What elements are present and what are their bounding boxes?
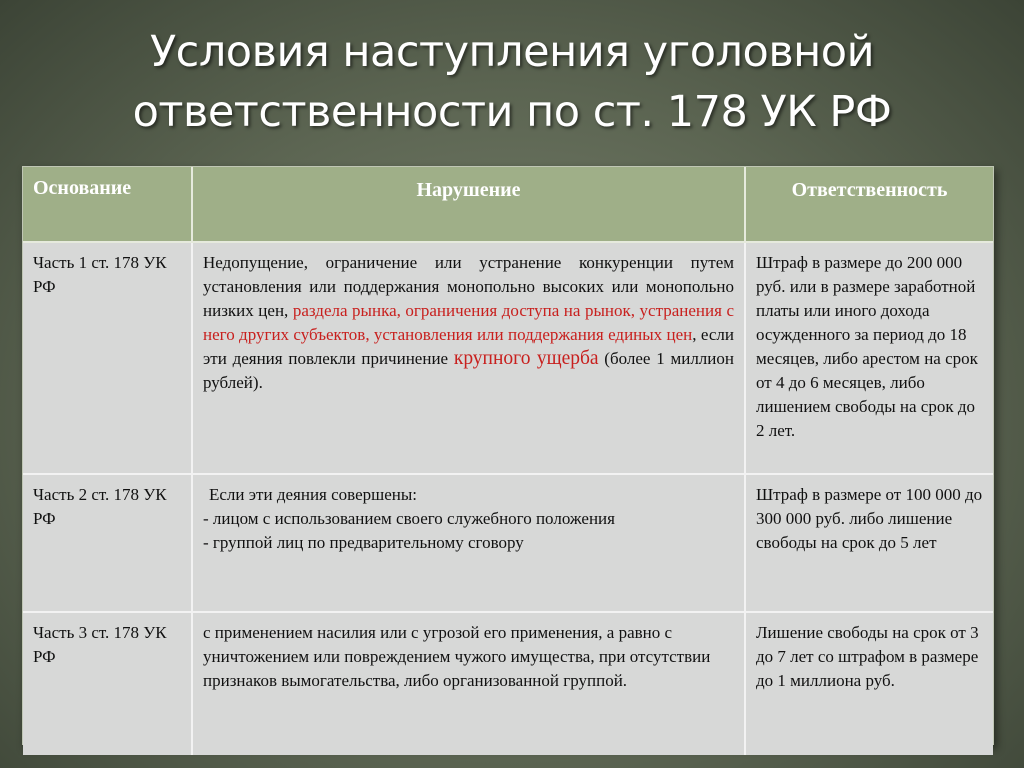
violation-cell <box>192 474 745 612</box>
header-liability: Ответственность <box>745 167 993 242</box>
table-row <box>23 474 993 612</box>
table-header-row <box>23 167 993 242</box>
violation-highlight: раздела рынка, ограничения доступа на рынок, устранения с него других субъектов, установления или поддержания единых цен <box>203 301 734 344</box>
violation-text: , если эти деяния повлекли причинение <box>203 325 734 368</box>
criteria-table <box>22 166 994 745</box>
liability-cell: Лишение свободы на срок от 3 до 7 лет со штрафом в размере до 1 миллиона руб. <box>745 612 993 755</box>
violation-cell: с применением насилия или с угрозой его применения, а равно с уничтожением или повреждением чужого имущества, при отсутствии признаков вымогательства, либо организованной группой. <box>192 612 745 755</box>
title-line-2: ответственности по ст. 178 УК РФ <box>132 87 892 137</box>
violation-intro: Если эти деяния совершены: <box>209 485 418 504</box>
violation-list-item: - группой лиц по предварительному сговору <box>203 533 524 552</box>
title-line-1: Условия наступления уголовной <box>149 27 875 77</box>
table-row <box>23 612 993 755</box>
header-violation: Нарушение <box>192 167 745 242</box>
liability-cell: Штраф в размере от 100 000 до 300 000 руб. либо лишение свободы на срок до 5 лет <box>745 474 993 612</box>
liability-cell: Штраф в размере до 200 000 руб. или в размере заработной платы или иного дохода осужденного за период до 18 месяцев, либо арестом на срок от 4 до 6 месяцев, либо лишением свободы на срок до 2 лет. <box>745 242 993 474</box>
violation-list-item: - лицом с использованием своего служебного положения <box>203 509 615 528</box>
violation-cell <box>192 242 745 474</box>
table-row <box>23 242 993 474</box>
basis-cell: Часть 2 ст. 178 УК РФ <box>23 474 192 612</box>
basis-cell: Часть 1 ст. 178 УК РФ <box>23 242 192 474</box>
violation-text: Недопущение, ограничение или устранение конкуренции путем установления или поддержания монопольно высоких или монопольно низких цен, <box>203 253 734 320</box>
slide-title <box>0 22 1024 142</box>
violation-highlight: крупного ущерба <box>453 348 599 369</box>
basis-cell: Часть 3 ст. 178 УК РФ <box>23 612 192 755</box>
violation-text: (более 1 миллион рублей). <box>203 349 734 392</box>
header-basis: Основание <box>23 167 192 242</box>
